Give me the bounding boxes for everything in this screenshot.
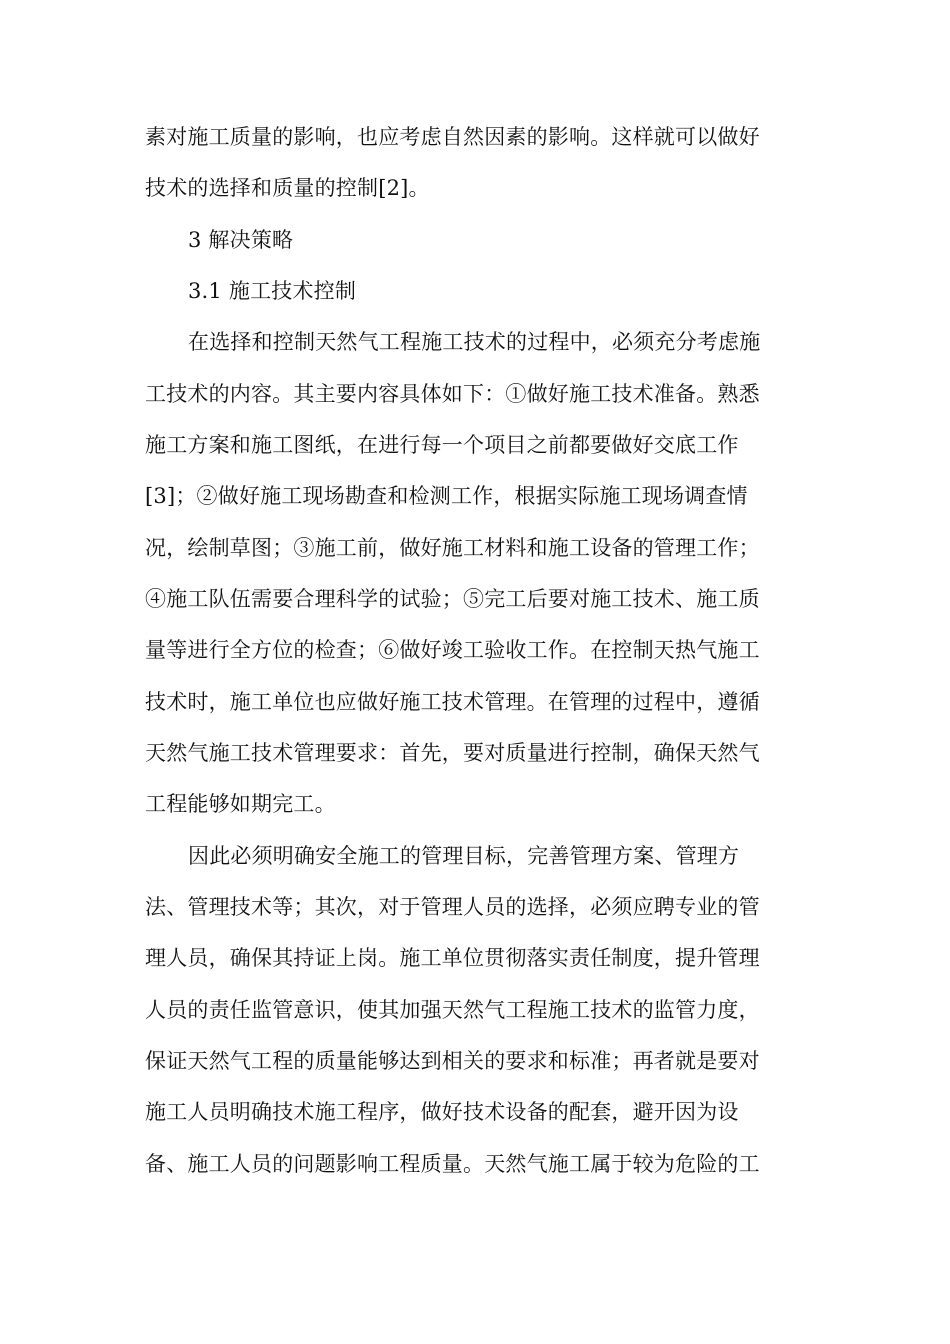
text-line: 技术时，施工单位也应做好施工技术管理。在管理的过程中，遵循: [145, 690, 760, 714]
text-line: 量等进行全方位的检查；⑥做好竣工验收工作。在控制天热气施工: [145, 638, 760, 662]
text-line: 保证天然气工程的质量能够达到相关的要求和标准；再者就是要对: [145, 1049, 760, 1073]
section-heading: 3 解决策略: [188, 228, 294, 252]
text-line: 工程能够如期完工。: [145, 792, 336, 816]
text-line: 素对施工质量的影响，也应考虑自然因素的影响。这样就可以做好: [145, 125, 760, 149]
text-line: 在选择和控制天然气工程施工技术的过程中，必须充分考虑施: [188, 330, 761, 354]
text-line: 施工人员明确技术施工程序，做好技术设备的配套，避开因为设: [145, 1100, 739, 1124]
subsection-heading: 3.1 施工技术控制: [188, 279, 357, 303]
text-line: [3]；②做好施工现场勘查和检测工作，根据实际施工现场调查情: [145, 484, 748, 508]
text-line: 法、管理技术等；其次，对于管理人员的选择，必须应聘专业的管: [145, 895, 760, 919]
text-line: 况，绘制草图；③施工前，做好施工材料和施工设备的管理工作；: [145, 536, 760, 560]
text-line: 天然气施工技术管理要求：首先，要对质量进行控制，确保天然气: [145, 741, 760, 765]
text-line: 工技术的内容。其主要内容具体如下：①做好施工技术准备。熟悉: [145, 382, 760, 406]
text-line: 技术的选择和质量的控制[2]。: [145, 176, 430, 200]
text-line: 人员的责任监管意识，使其加强天然气工程施工技术的监管力度，: [145, 998, 760, 1022]
text-line: 因此必须明确安全施工的管理目标，完善管理方案、管理方: [188, 844, 740, 868]
text-line: 施工方案和施工图纸，在进行每一个项目之前都要做好交底工作: [145, 433, 739, 457]
text-line: ④施工队伍需要合理科学的试验；⑤完工后要对施工技术、施工质: [145, 587, 760, 611]
text-line: 理人员，确保其持证上岗。施工单位贯彻落实责任制度，提升管理: [145, 946, 760, 970]
text-line: 备、施工人员的问题影响工程质量。天然气施工属于较为危险的工: [145, 1152, 760, 1176]
